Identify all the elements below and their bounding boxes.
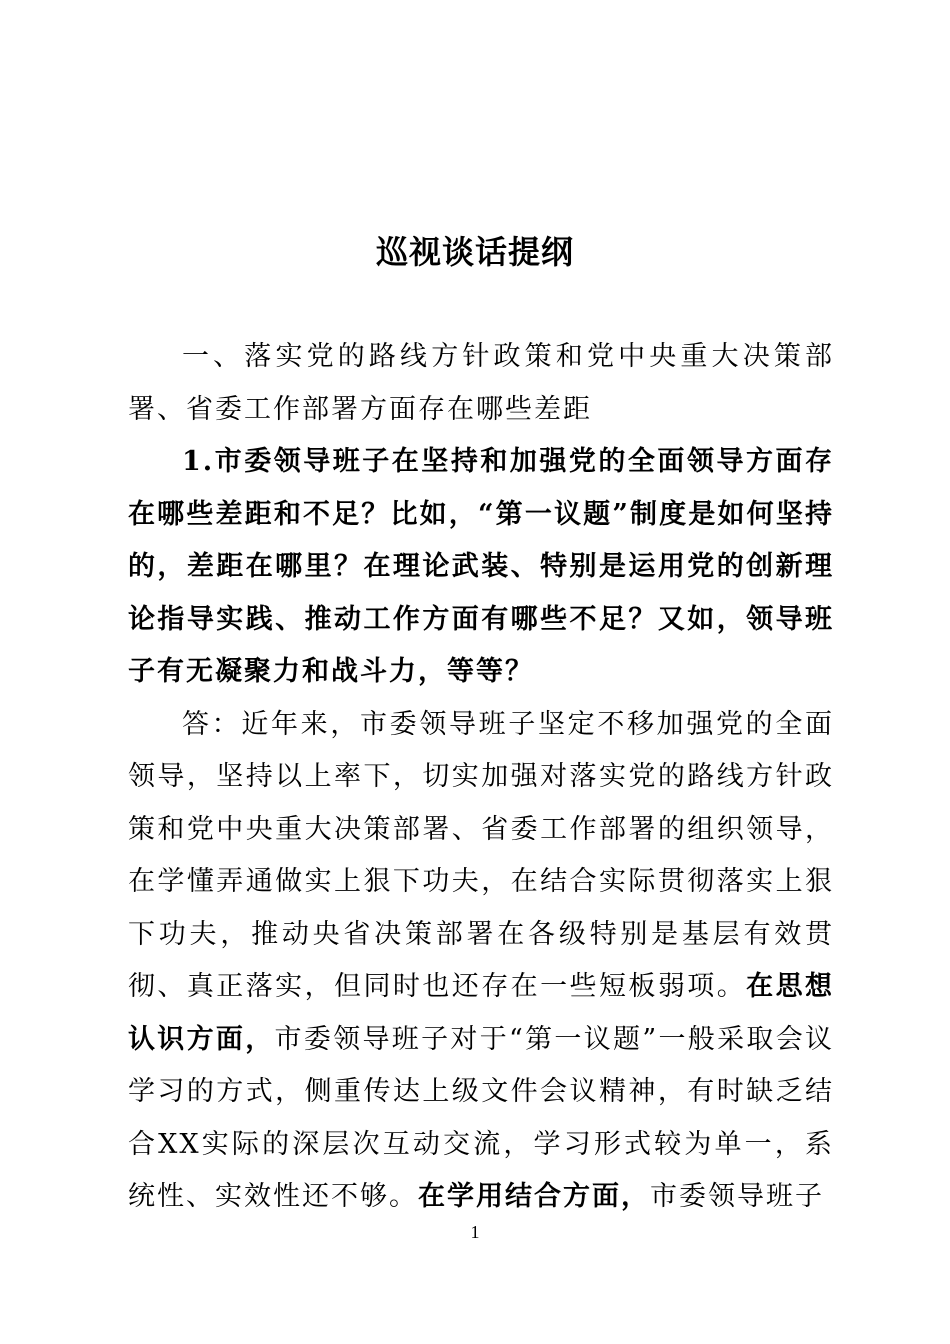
question-paragraph: 1.市委领导班子在坚持和加强党的全面领导方面存在哪些差距和不足？比如，“第一议题”制度是如何坚持的，差距在哪里？在理论武装、特别是运用党的创新理论指导实践、推动工作方面有哪些不足？又如，领导班子有无凝聚力和战斗力，等等？: [128, 446, 834, 687]
answer-text-part1: 答：近年来，市委领导班子坚定不移加强党的全面领导，坚持以上率下，切实加强对落实党的路线方针政策和党中央重大决策部署、省委工作部署的组织领导，在学懂弄通做实上狠下功夫，在结合实际贯彻落实上狠下功夫，推动央省决策部署在各级特别是基层有效贯彻、真正落实，但同时也还存在一些短板弱项。: [128, 708, 834, 1002]
page-number: 1: [470, 1222, 480, 1242]
answer-bold-thought: 在思想认识方面，: [128, 971, 835, 1055]
document-body: [128, 331, 834, 1224]
answer-bold-practice: 在学用结合方面，: [418, 1181, 650, 1212]
answer-text-part2: 市委领导班子对于“第一议题”一般采取会议学习的方式，侧重传达上级文件会议精神，有时缺乏结合XX实际的深层次互动交流，学习形式较为单一，系统性、实效性还不够。: [128, 1023, 835, 1212]
document-title: 巡视谈话提纲: [375, 233, 574, 271]
section-heading: 一、落实党的路线方针政策和党中央重大决策部署、省委工作部署方面存在哪些差距: [128, 341, 834, 425]
answer-text-part3: 市委领导班子: [650, 1181, 824, 1212]
answer-paragraph: [128, 699, 834, 1224]
